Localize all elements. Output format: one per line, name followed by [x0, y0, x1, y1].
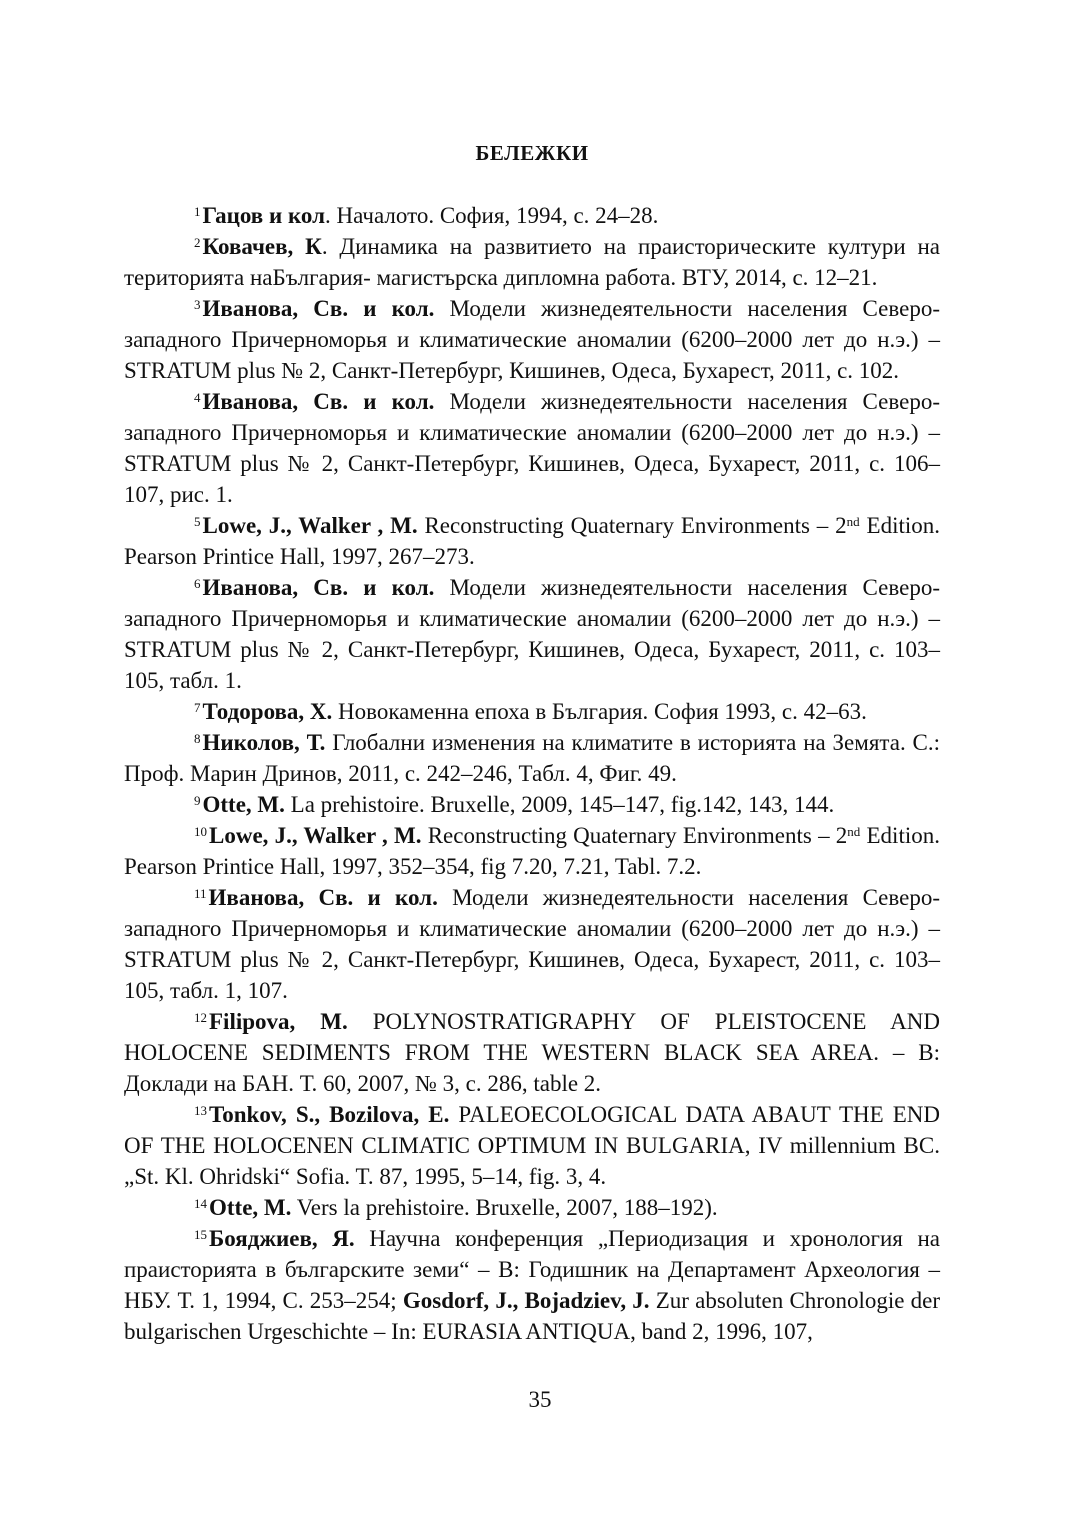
footnote-author: Николов, Т. — [202, 730, 326, 755]
footnote-author: Иванова, Св. и кол. — [202, 389, 435, 414]
footnote-text: Reconstructing Quaternary Environments – 2 — [421, 823, 848, 848]
footnote-text: PALEOECOLOGICAL DATA ABAUT THE END OF THE HOLOCENEN CLIMATIC OPTIMUM IN BULGARIA, IV millennium BC. „St. Kl. Ohridski“ Sofia. T. 87, 1995, 5–14, fig. 3, 4. — [124, 1102, 940, 1189]
footnote — [124, 882, 940, 1006]
footnote-author: Lowe, J., Walker , M. — [209, 823, 422, 848]
footnote-text: Модели жизнедеятельности населения Северо-западного Причерноморья и климатические аномалии (6200–2000 лет до н.э.) – STRATUM plus № 2, Санкт-Петербург, Кишинев, Одеса, Бухарест, 2011, с. 106–107, рис. 1. — [124, 389, 940, 507]
footnote-text: . Началото. София, 1994, с. 24–28. — [325, 203, 659, 228]
footnote-superscript: nd — [847, 824, 861, 839]
footnote-number: 7 — [194, 700, 201, 715]
footnote-author: Иванова, Св. и кол. — [208, 885, 438, 910]
footnote-author: Ковачев, К — [202, 234, 322, 259]
footnote — [124, 1192, 940, 1223]
footnote — [124, 572, 940, 696]
footnote-author: Иванова, Св. и кол. — [202, 575, 435, 600]
footnote-text: Edition. Pearson Printice Hall, 1997, 267–273. — [124, 513, 940, 569]
footnote-text: Новокаменна епоха в България. София 1993, с. 42–63. — [332, 699, 867, 724]
footnote-number: 9 — [194, 793, 201, 808]
footnote-text: Vers la prehistoire. Bruxelle, 2007, 188–192). — [291, 1195, 718, 1220]
footnote-author: Tonkov, S., Bozilova, E. — [209, 1102, 450, 1127]
page-heading: БЕЛЕЖКИ — [475, 141, 589, 165]
footnote — [124, 727, 940, 789]
footnote-author: Тодорова, Х. — [202, 699, 333, 724]
footnote-number: 11 — [194, 886, 207, 901]
footnote — [124, 231, 940, 293]
footnote-number: 1 — [194, 204, 201, 219]
footnote-author: Filipova, M. — [209, 1009, 348, 1034]
footnote-author: Бояджиев, Я. — [209, 1226, 355, 1251]
footnote-superscript: nd — [846, 514, 860, 529]
footnote-number: 2 — [194, 235, 201, 250]
footnote — [124, 820, 940, 882]
footnote — [124, 200, 940, 231]
footnote — [124, 510, 940, 572]
footnote-text: Zur absoluten Chronologie der bulgarischen Urgeschichte – In: EURASIA ANTIQUA, band 2, 1996, 107, — [124, 1288, 940, 1344]
footnote — [124, 1006, 940, 1099]
footnote-author: Otte, M. — [209, 1195, 292, 1220]
footnote-number: 12 — [194, 1010, 207, 1025]
footnote-text: . Динамика на развитието на праисторическите култури на територията наБългария- магистърска дипломна работа. ВТУ, 2014, с. 12–21. — [124, 234, 940, 290]
footnote-text: Модели жизнедеятельности населения Северо-западного Причерноморья и климатические аномалии (6200–2000 лет до н.э.) – STRATUM plus № 2, Санкт-Петербург, Кишинев, Одеса, Бухарест, 2011, с. 102. — [124, 296, 940, 383]
footnote-number: 10 — [194, 824, 207, 839]
footnote — [124, 789, 940, 820]
footnote-author: Gosdorf, J., Bojadziev, J. — [402, 1288, 650, 1313]
footnote-number: 14 — [194, 1196, 207, 1211]
footnote-number: 8 — [194, 731, 201, 746]
page-number: 35 — [528, 1387, 552, 1412]
footnote-author: Lowe, J., Walker , M. — [202, 513, 418, 538]
footnote — [124, 1099, 940, 1192]
footnote-text: Модели жизнедеятельности населения Северо-западного Причерноморья и климатические аномалии (6200–2000 лет до н.э.) – STRATUM plus № 2, Санкт-Петербург, Кишинев, Одеса, Бухарест, 2011, с. 103–105, табл. 1. — [124, 575, 940, 693]
footnote-text: POLYNOSTRATIGRAPHY OF PLEISTOCENE AND HOLOCENE SEDIMENTS FROM THE WESTERN BLACK SEA AREA. – В: Доклади на БАН. Т. 60, 2007, № 3, с. 286, table 2. — [124, 1009, 940, 1096]
footnote — [124, 293, 940, 386]
footnote-text: Глобални изменения на климатите в историята на Земята. С.: Проф. Марин Дринов, 2011, с. 242–246, Табл. 4, Фиг. 49. — [124, 730, 941, 786]
footnote — [124, 386, 940, 510]
footnote-number: 13 — [194, 1103, 207, 1118]
footnote-text: Модели жизнедеятельности населения Северо-западного Причерноморья и климатические аномалии (6200–2000 лет до н.э.) – STRATUM plus № 2, Санкт-Петербург, Кишинев, Одеса, Бухарест, 2011, с. 103–105, табл. 1, 107. — [124, 885, 940, 1003]
footnote-number: 5 — [194, 514, 201, 529]
footnote-number: 4 — [194, 390, 201, 405]
footnote-number: 3 — [194, 297, 201, 312]
footnote — [124, 696, 940, 727]
footnote-text: Edition. Pearson Printice Hall, 1997, 352–354, fig 7.20, 7.21, Tabl. 7.2. — [124, 823, 940, 879]
footnote-text: Reconstructing Quaternary Environments – 2 — [417, 513, 847, 538]
footnote-author: Гацов и кол — [202, 203, 326, 228]
footnote-text: Научна конференция „Периодизация и хронология на праисторията в българските земи“ – В: Годишник на Департамент Археология – НБУ. Т. 1, 1994, С. 253–254; — [124, 1226, 941, 1313]
footnote-text: La prehistoire. Bruxelle, 2009, 145–147, fig.142, 143, 144. — [284, 792, 835, 817]
footnote — [124, 1223, 940, 1347]
footnote-number: 15 — [194, 1227, 207, 1242]
footnote-number: 6 — [194, 576, 201, 591]
footnote-author: Otte, M. — [202, 792, 285, 817]
notes-page — [124, 138, 940, 1347]
footnote-author: Иванова, Св. и кол. — [202, 296, 435, 321]
